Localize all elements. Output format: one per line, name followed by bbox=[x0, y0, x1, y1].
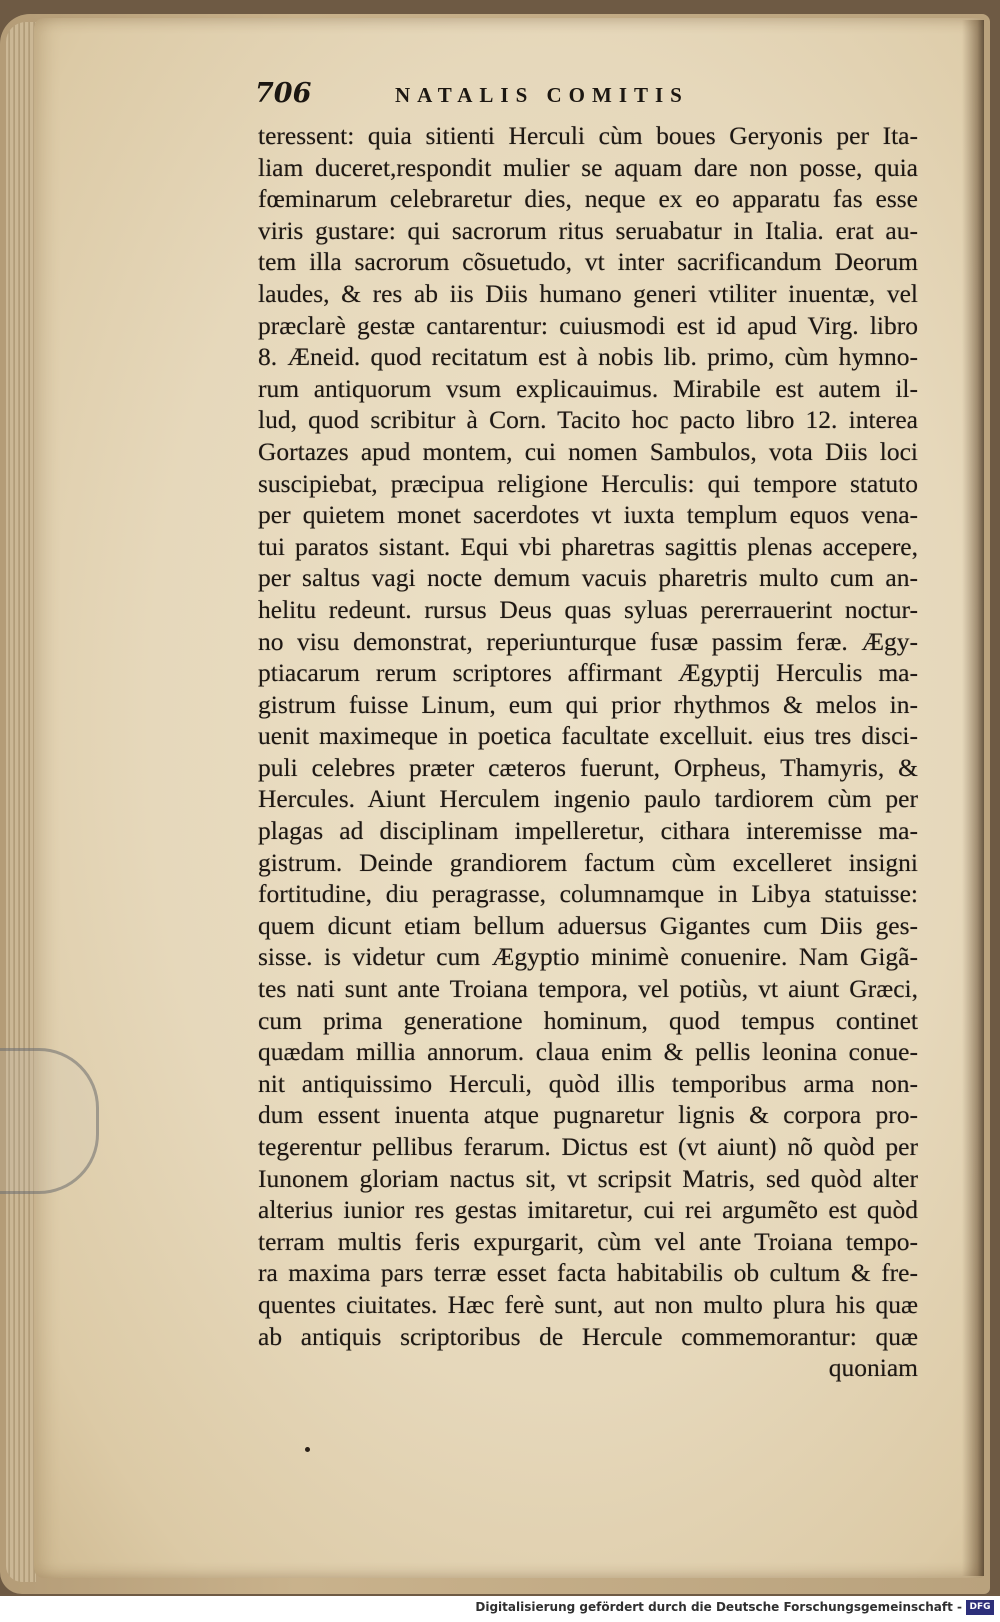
text-line: liam duceret,respondit mulier se aquam dare non posse, quia bbox=[258, 152, 918, 182]
gutter-shadow bbox=[962, 20, 984, 1576]
text-line: sisse. is videtur cum Ægyptio minimè conuenire. Nam Gigã- bbox=[258, 942, 918, 972]
catchword: quoniam bbox=[828, 1353, 918, 1383]
text-line: quem dicunt etiam bellum aduersus Gigantes cum Diis ges- bbox=[258, 910, 918, 940]
body-text bbox=[258, 120, 918, 1384]
text-line: 8. Æneid. quod recitatum est à nobis lib. primo, cùm hymno- bbox=[258, 342, 918, 372]
text-line: rum antiquorum vsum explicauimus. Mirabile est autem il- bbox=[258, 373, 918, 403]
dfg-logo: DFG bbox=[966, 1600, 994, 1615]
text-line: tui paratos sistant. Equi vbi pharetras sagittis plenas accepere, bbox=[258, 531, 918, 561]
text-line: præclarè gestæ cantarentur: cuiusmodi est id apud Virg. libro bbox=[258, 310, 918, 340]
text-line: gistrum. Deinde grandiorem factum cùm excelleret insigni bbox=[258, 847, 918, 877]
text-line: helitu redeunt. rursus Deus quas syluas pererrauerint noctur- bbox=[258, 594, 918, 624]
text-line: teressent: quia sitienti Herculi cùm boues Geryonis per Ita- bbox=[258, 121, 918, 150]
text-line: per saltus vagi nocte demum vacuis pharetris multo cum an- bbox=[258, 563, 918, 593]
text-line: quentes ciuitates. Hæc ferè sunt, aut non multo plura his quæ bbox=[258, 1289, 918, 1319]
text-line: ra maxima pars terræ esset facta habitabilis ob cultum & fre- bbox=[258, 1258, 918, 1288]
text-line: Iunonem gloriam nactus sit, vt scripsit Matris, sed quòd alter bbox=[258, 1163, 918, 1193]
text-line: fœminarum celebraretur dies, neque ex eo apparatu fas esse bbox=[258, 184, 918, 214]
text-line: cum prima generatione hominum, quod tempus continet bbox=[258, 1005, 918, 1035]
text-line: no visu demonstrat, reperiunturque fusæ passim feræ. Ægy- bbox=[258, 626, 918, 656]
text-line: quædam millia annorum. claua enim & pellis leonina conue- bbox=[258, 1037, 918, 1067]
text-line: per quietem monet sacerdotes vt iuxta templum equos vena- bbox=[258, 500, 918, 530]
text-line: plagas ad disciplinam impelleretur, cithara interemisse ma- bbox=[258, 816, 918, 846]
footer-credit: Digitalisierung gefördert durch die Deutsche Forschungsgemeinschaft - bbox=[475, 1600, 962, 1614]
text-line: alterius iunior res gestas imitaretur, cui rei argumẽto est quòd bbox=[258, 1195, 918, 1225]
text-line: terram multis feris expurgarit, cùm vel ante Troiana tempo- bbox=[258, 1226, 918, 1256]
page-header bbox=[255, 70, 815, 116]
text-line: uenit maximeque in poetica facultate excelluit. eius tres disci- bbox=[258, 721, 918, 751]
text-line: fortitudine, diu peragrasse, columnamque in Libya statuisse: bbox=[258, 879, 918, 909]
running-title: NATALIS COMITIS bbox=[395, 83, 689, 107]
text-line: suscipiebat, præcipua religione Herculis: qui tempore statuto bbox=[258, 468, 918, 498]
text-line: gistrum fuisse Linum, eum qui prior rhythmos & melos in- bbox=[258, 689, 918, 719]
text-line: lud, quod scribitur à Corn. Tacito hoc pacto libro 12. interea bbox=[258, 405, 918, 435]
text-line: Gortazes apud montem, cui nomen Sambulos, vota Diis loci bbox=[258, 436, 918, 466]
text-line: nit antiquissimo Herculi, quòd illis temporibus arma non- bbox=[258, 1068, 918, 1098]
page-number: 706 bbox=[255, 78, 312, 109]
text-line: ab antiquis scriptoribus de Hercule commemorantur: quæ bbox=[258, 1321, 918, 1351]
ink-speck bbox=[305, 1447, 310, 1452]
text-line: tes nati sunt ante Troiana tempora, vel potiùs, vt aiunt Græci, bbox=[258, 974, 918, 1004]
text-line: laudes, & res ab iis Diis humano generi vtiliter inuentæ, vel bbox=[258, 278, 918, 308]
page-clip bbox=[0, 1048, 99, 1194]
text-line: dum essent inuenta atque pugnaretur lignis & corpora pro- bbox=[258, 1100, 918, 1130]
page-fore-edge bbox=[6, 22, 36, 1582]
text-line: ptiacarum rerum scriptores affirmant Ægyptij Herculis ma- bbox=[258, 658, 918, 688]
text-line: Hercules. Aiunt Herculem ingenio paulo tardiorem cùm per bbox=[258, 784, 918, 814]
text-line: tem illa sacrorum cõsuetudo, vt inter sacrificandum Deorum bbox=[258, 247, 918, 277]
footer-bar bbox=[0, 1596, 1000, 1622]
text-line: viris gustare: qui sacrorum ritus seruabatur in Italia. erat au- bbox=[258, 215, 918, 245]
text-line: tegerentur pellibus ferarum. Dictus est (vt aiunt) nõ quòd per bbox=[258, 1132, 918, 1161]
text-line: puli celebres præter cæteros fuerunt, Orpheus, Thamyris, & bbox=[258, 752, 918, 782]
